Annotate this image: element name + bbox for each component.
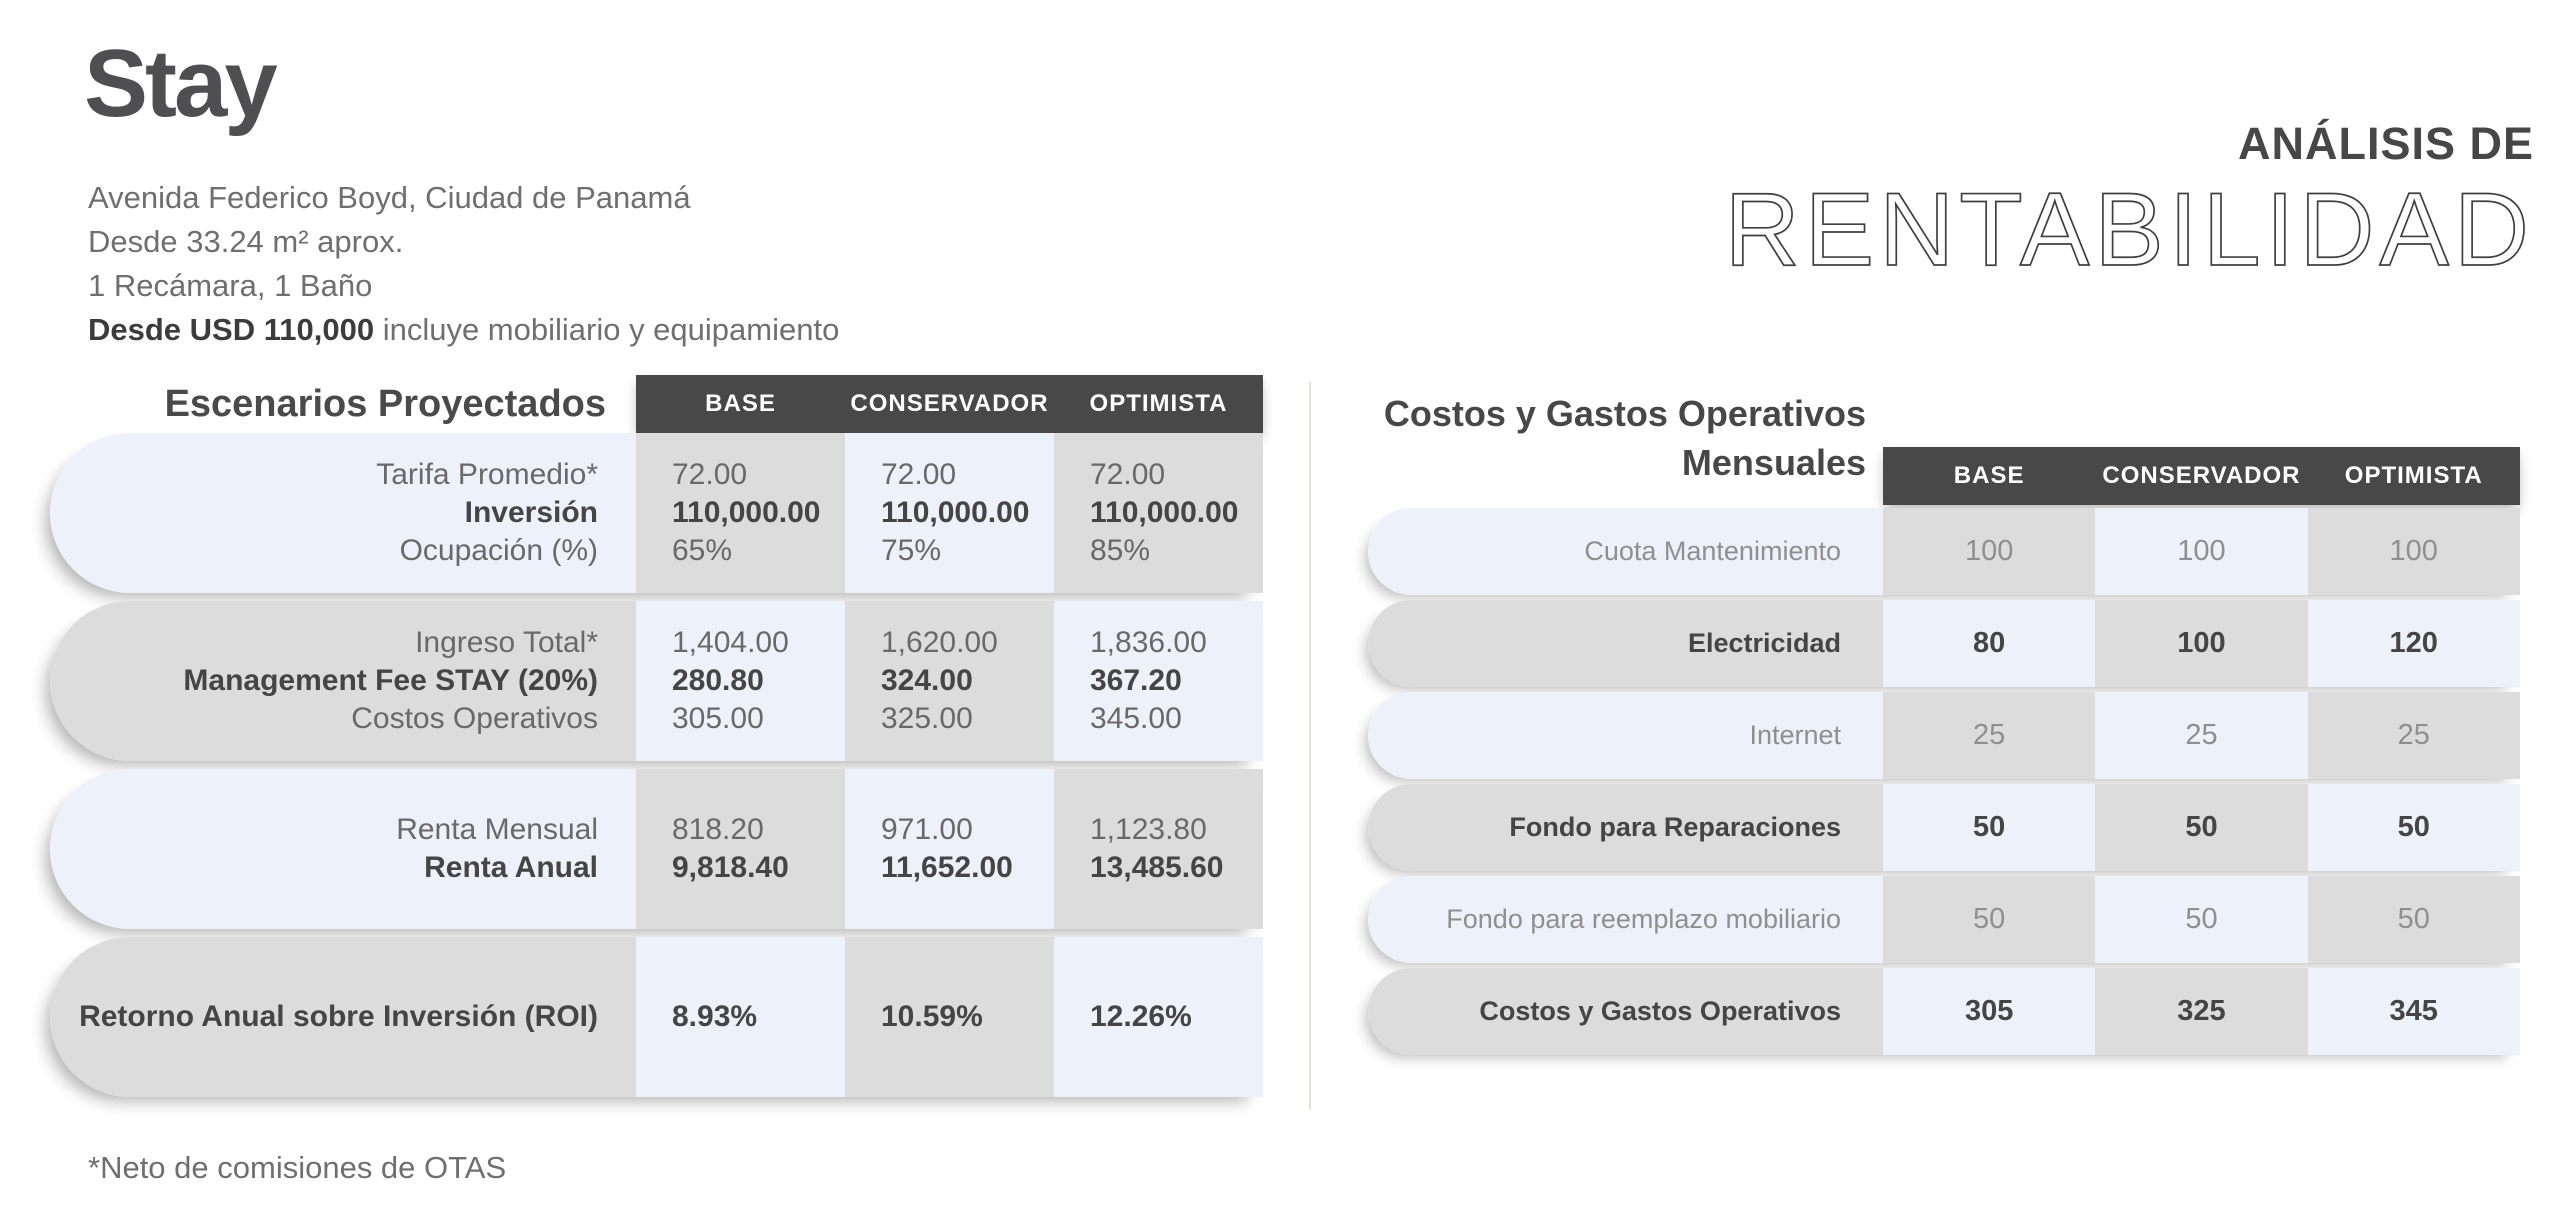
cell-value: 80: [1883, 600, 2095, 687]
column-header-optimista: OPTIMISTA: [2344, 462, 2483, 489]
cell-value: 305: [1883, 968, 2095, 1055]
property-info: [88, 176, 839, 352]
row-label: Management Fee STAY (20%): [183, 664, 598, 697]
row-label: Costos Operativos: [351, 702, 598, 735]
scenarios-body: [50, 433, 1263, 1105]
costs-title: [1248, 389, 1866, 487]
cell-value: 72.00: [881, 458, 957, 491]
price-bold: Desde USD 110,000: [88, 312, 375, 347]
cell-value: 50: [2308, 784, 2520, 871]
group-values-conservador: [845, 601, 1054, 761]
scenario-group-ingresos: [50, 601, 1263, 761]
cell-value: 12.26%: [1090, 1000, 1192, 1033]
price-rest: incluye mobiliario y equipamiento: [374, 312, 840, 347]
costs-title-line1: Costos y Gastos Operativos: [1383, 393, 1866, 434]
cell-value: 25: [1883, 692, 2095, 779]
price-line: [88, 308, 839, 352]
panel-divider: [1309, 382, 1311, 1110]
group-values-conservador: [845, 937, 1054, 1097]
slide-title-top: ANÁLISIS DE: [2237, 118, 2534, 169]
group-label-cell: [50, 601, 636, 761]
row-label: Cuota Mantenimiento: [1368, 508, 1883, 595]
row-label: Ingreso Total*: [415, 626, 598, 659]
row-label: Costos y Gastos Operativos: [1368, 968, 1883, 1055]
column-header-optimista: OPTIMISTA: [1089, 390, 1228, 417]
row-label: Electricidad: [1368, 600, 1883, 687]
cell-value: 110,000.00: [881, 496, 1030, 529]
costs-body: [1368, 508, 2520, 1060]
cost-row-cuota-mantenimiento: [1368, 508, 2520, 595]
cell-value: 325: [2095, 968, 2307, 1055]
cell-value: 818.20: [672, 813, 764, 846]
cell-value: 110,000.00: [672, 496, 821, 529]
cell-value: 25: [2095, 692, 2307, 779]
group-label-cell: [50, 769, 636, 929]
row-label: Fondo para Reparaciones: [1368, 784, 1883, 871]
costs-header-bar: [1883, 447, 2520, 505]
cell-value: 345: [2308, 968, 2520, 1055]
group-values-base: [636, 937, 845, 1097]
cell-value: 280.80: [672, 664, 764, 697]
cell-value: 50: [1883, 876, 2095, 963]
cell-value: 65%: [672, 534, 733, 567]
row-label: Renta Mensual: [396, 813, 598, 846]
address-line: Avenida Federico Boyd, Ciudad de Panamá: [88, 180, 691, 215]
group-values-base: [636, 601, 845, 761]
scenarios-title: Escenarios Proyectados: [164, 382, 606, 425]
cell-value: 110,000.00: [1090, 496, 1239, 529]
cell-value: 324.00: [881, 664, 973, 697]
cell-value: 50: [2308, 876, 2520, 963]
cell-value: 50: [2095, 784, 2307, 871]
stay-logo: Stay: [84, 30, 275, 137]
cell-value: 72.00: [1090, 458, 1166, 491]
scenario-group-rentas: [50, 769, 1263, 929]
cell-value: 13,485.60: [1090, 851, 1224, 884]
group-values-base: [636, 433, 845, 593]
group-values-optimista: [1054, 937, 1263, 1097]
footnote: *Neto de comisiones de OTAS: [88, 1150, 507, 1185]
cell-value: 100: [2095, 508, 2307, 595]
cost-row-total-operativos: [1368, 968, 2520, 1055]
cell-value: 100: [2095, 600, 2307, 687]
slide-title-main: RENTABILIDAD: [1724, 172, 2534, 288]
row-label: Internet: [1368, 692, 1883, 779]
cell-value: 100: [1883, 508, 2095, 595]
cell-value: 10.59%: [881, 1000, 983, 1033]
cell-value: 9,818.40: [672, 851, 789, 884]
row-label: Retorno Anual sobre Inversión (ROI): [79, 1000, 598, 1033]
group-label-cell: [50, 937, 636, 1097]
cost-row-internet: [1368, 692, 2520, 779]
column-header-base: BASE: [705, 390, 776, 417]
cost-row-electricidad: [1368, 600, 2520, 687]
group-values-optimista: [1054, 433, 1263, 593]
scenario-group-roi: [50, 937, 1263, 1097]
slide-title: [1724, 118, 2534, 288]
group-values-conservador: [845, 769, 1054, 929]
cell-value: 50: [1883, 784, 2095, 871]
column-header-conservador: CONSERVADOR: [2102, 462, 2301, 489]
scenarios-header-bar: [636, 375, 1263, 433]
cell-value: 1,836.00: [1090, 626, 1207, 659]
group-values-optimista: [1054, 769, 1263, 929]
row-label: Tarifa Promedio*: [376, 458, 598, 491]
cell-value: 8.93%: [672, 1000, 758, 1033]
row-label: Fondo para reemplazo mobiliario: [1368, 876, 1883, 963]
cell-value: 120: [2308, 600, 2520, 687]
size-line: Desde 33.24 m² aprox.: [88, 224, 404, 259]
cost-row-reemplazo-mobiliario: [1368, 876, 2520, 963]
cell-value: 75%: [881, 534, 942, 567]
cost-row-fondo-reparaciones: [1368, 784, 2520, 871]
cell-value: 345.00: [1090, 702, 1182, 735]
cell-value: 305.00: [672, 702, 764, 735]
cell-value: 100: [2308, 508, 2520, 595]
cell-value: 971.00: [881, 813, 973, 846]
cell-value: 72.00: [672, 458, 748, 491]
group-values-optimista: [1054, 601, 1263, 761]
cell-value: 11,652.00: [881, 851, 1013, 884]
column-header-base: BASE: [1953, 462, 2025, 489]
group-values-base: [636, 769, 845, 929]
row-label: Inversión: [464, 496, 598, 529]
cell-value: 367.20: [1090, 664, 1182, 697]
scenario-group-tarifas: [50, 433, 1263, 593]
cell-value: 1,123.80: [1090, 813, 1207, 846]
group-values-conservador: [845, 433, 1054, 593]
row-label: Renta Anual: [424, 851, 598, 884]
column-header-conservador: CONSERVADOR: [850, 390, 1049, 417]
cell-value: 1,404.00: [672, 626, 789, 659]
cell-value: 85%: [1090, 534, 1151, 567]
costs-title-line2: Mensuales: [1681, 442, 1866, 483]
cell-value: 50: [2095, 876, 2307, 963]
rooms-line: 1 Recámara, 1 Baño: [88, 268, 373, 303]
row-label: Ocupación (%): [399, 534, 598, 567]
cell-value: 25: [2308, 692, 2520, 779]
group-label-cell: [50, 433, 636, 593]
cell-value: 325.00: [881, 702, 973, 735]
cell-value: 1,620.00: [881, 626, 998, 659]
